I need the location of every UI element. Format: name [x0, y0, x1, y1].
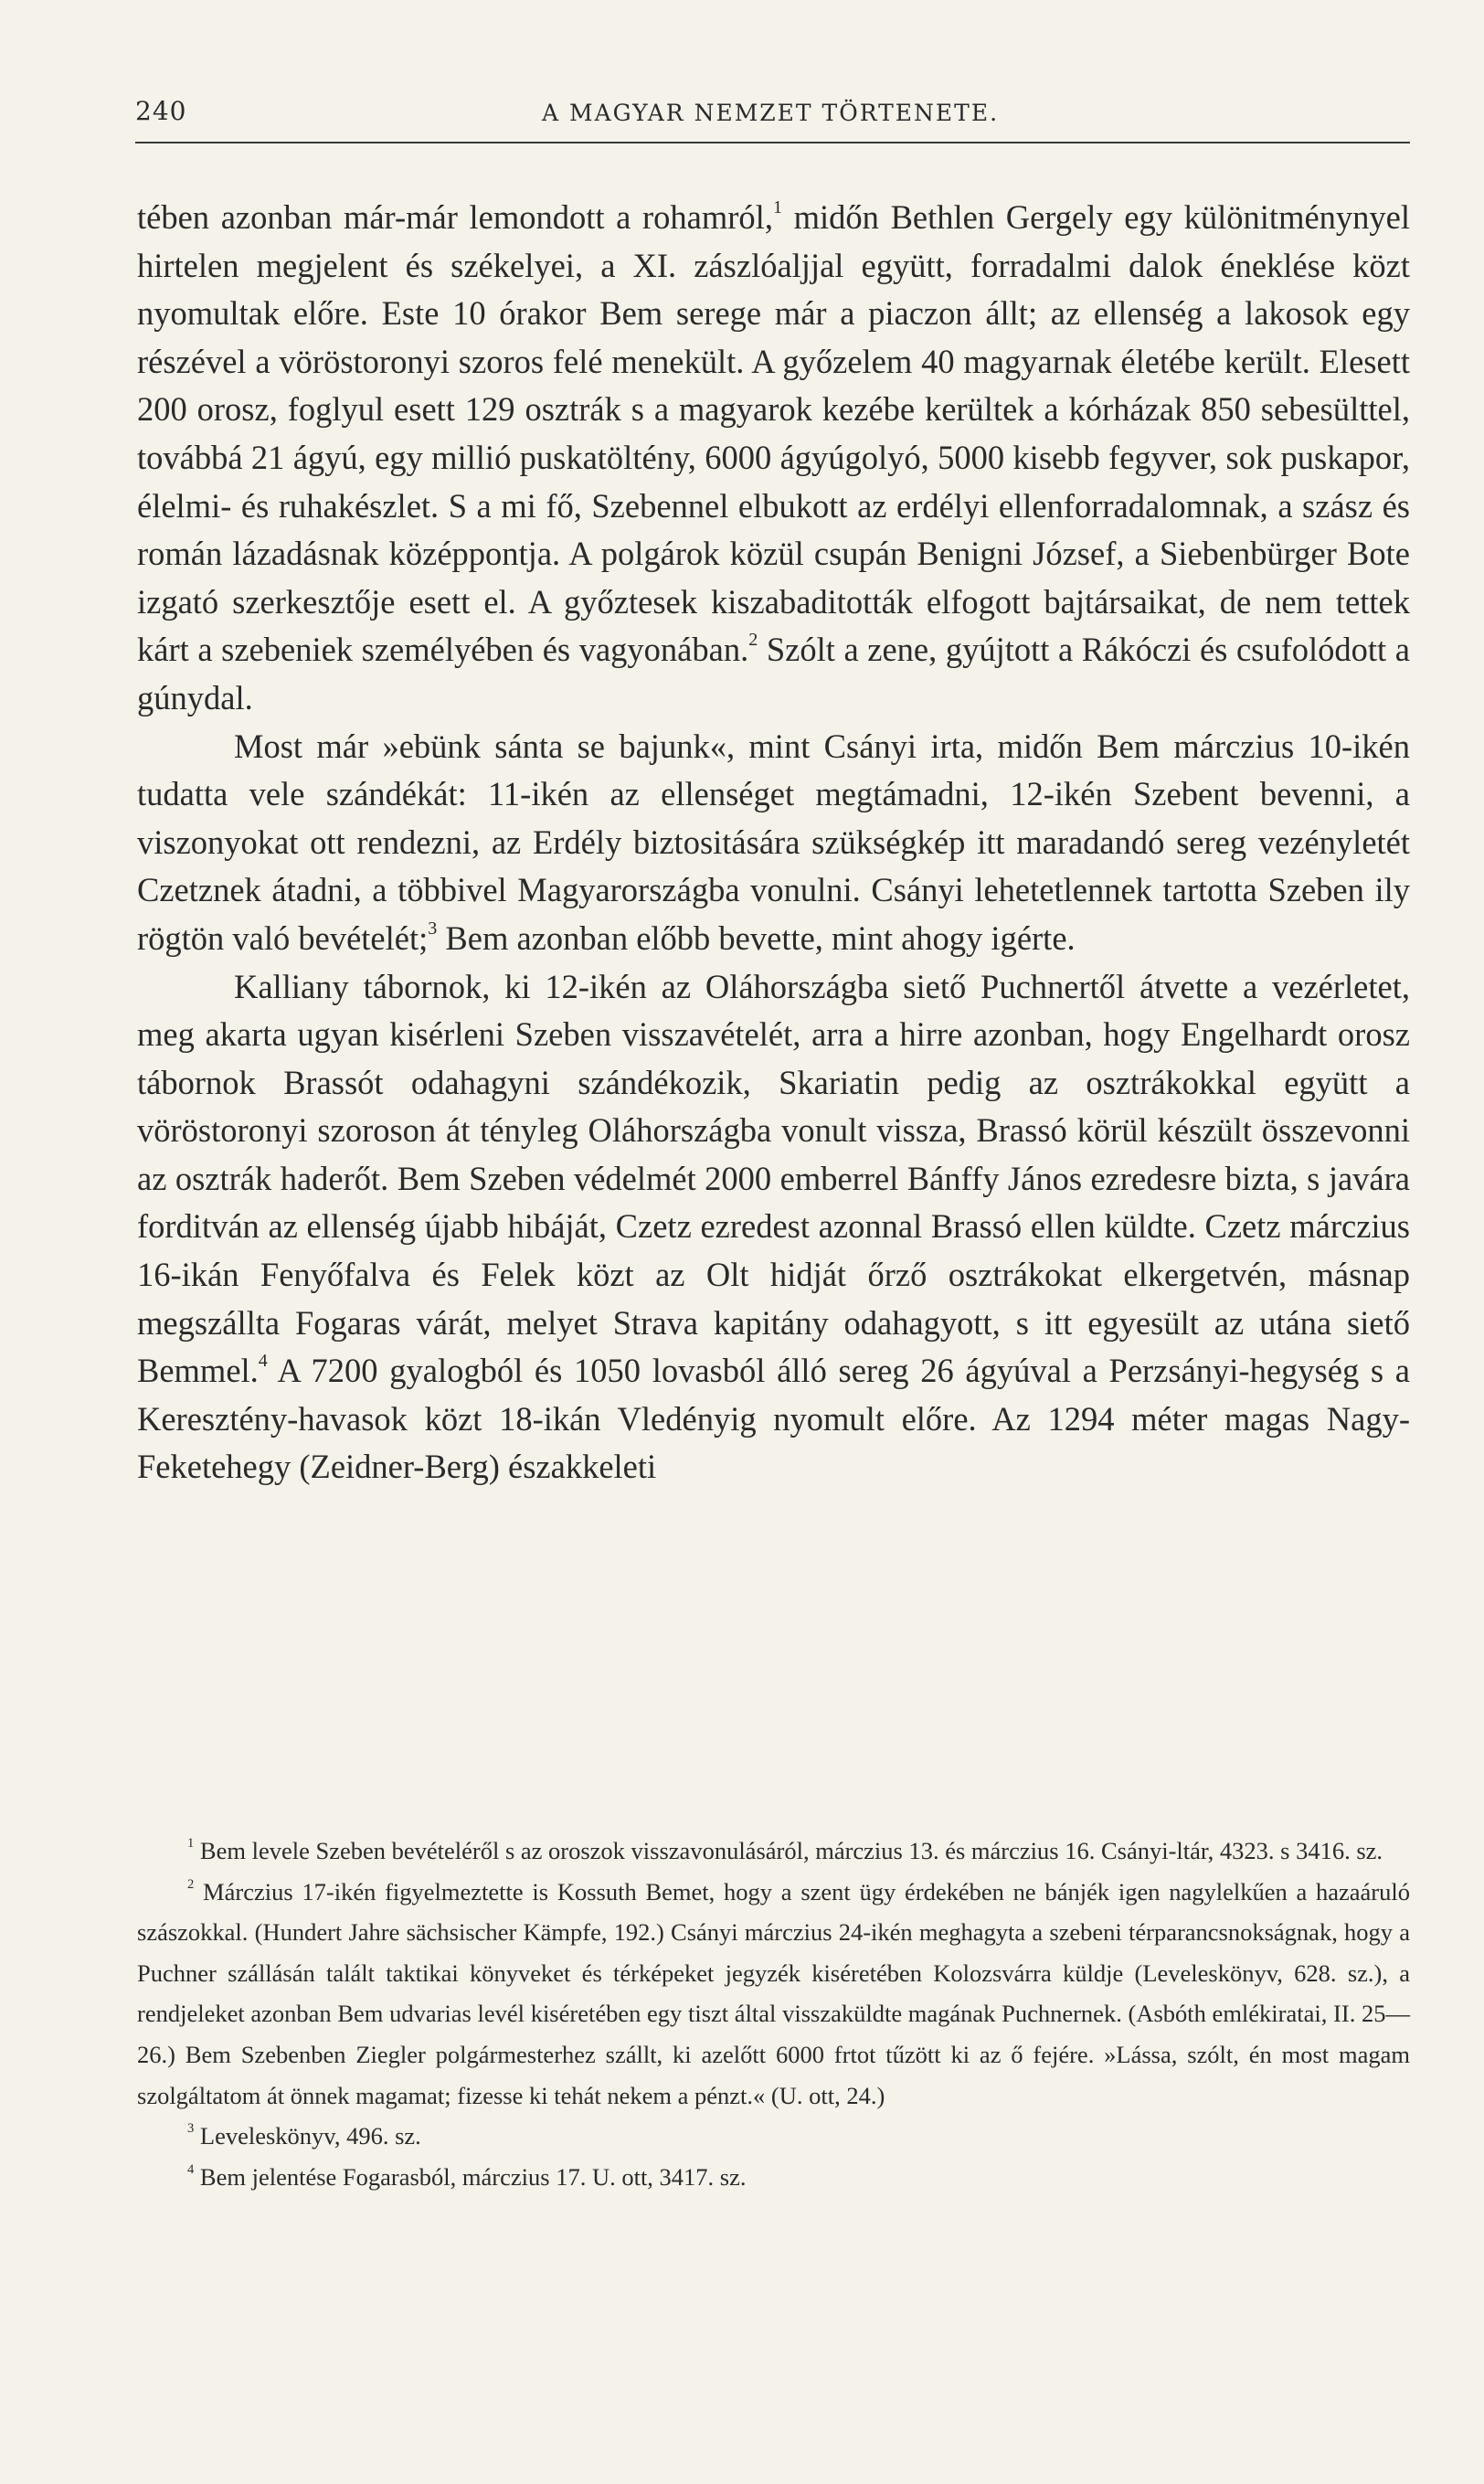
- footnote-ref: 3: [428, 918, 438, 939]
- footnote: [137, 1831, 1410, 1872]
- footnote: [137, 1872, 1410, 2117]
- footnote-mark: 4: [187, 2162, 195, 2178]
- paragraph: [137, 963, 1410, 1492]
- running-head: [135, 96, 1410, 143]
- footnote: [137, 2157, 1410, 2198]
- paragraph-text: Kalliany tábornok, ki 12-ikén az Oláhországba siető Puchnertől átvette a vezérletet, meg akarta ugyan kisérleni Szeben visszavételét, arra a hirre azonban, hogy Engelhardt orosz tábornok Brassót odahagyni szándékozik, Skariatin pedig az osztrákokkal együtt a vöröstoronyi szoroson át tényleg Oláhországba vonult vissza, Brassó körül készült összevonni az osztrák haderőt. Bem Szeben védelmét 2000 emberrel Bánffy János ezredesre bizta, s javára forditván az ellenség újabb hibáját, Czetz ezredest azonnal Brassó ellen küldte. Czetz márczius 16-ikán Fenyőfalva és Felek közt az Olt hidját őrző osztrákokat elkergetvén, másnap megszállta Fogaras várát, melyet Strava kapitány odahagyott, s itt egyesült az utána siető Bemmel.: [137, 967, 1410, 1390]
- footnote-mark: 3: [187, 2121, 195, 2137]
- main-text: [137, 194, 1410, 1491]
- footnote-ref: 4: [258, 1351, 268, 1372]
- running-title: A MAGYAR NEMZET TÖRTENETE.: [542, 100, 1000, 126]
- page-number: 240: [135, 96, 187, 126]
- footnote-mark: 2: [187, 1876, 195, 1892]
- footnote: [137, 2116, 1410, 2157]
- paragraph: [137, 723, 1410, 963]
- footnote-ref: 2: [748, 630, 758, 651]
- footnote-ref: 1: [772, 196, 782, 218]
- footnote-text: Bem levele Szeben bevételéről s az oroszok visszavonulásáról, márczius 13. és márczius 16. Csányi-ltár, 4323. s 3416. sz.: [194, 1837, 1383, 1864]
- paragraph-text: midőn Bethlen Gergely egy különitménynyel hirtelen megjelent és székelyei, a XI. zászlóaljjal együtt, forradalmi dalok éneklése közt nyomultak előre. Este 10 órakor Bem serege már a piaczon állt; az ellenség a lakosok egy részével a vöröstoronyi szoros felé menekült. A győzelem 40 magyarnak életébe került. Elesett 200 orosz, foglyul esett 129 osztrák s a magyarok kezébe kerültek a kórházak 850 sebesülttel, továbbá 21 ágyú, egy millió puskatöltény, 6000 ágyúgolyó, 5000 kisebb fegyver, sok puskapor, élelmi- és ruhakészlet. S a mi fő, Szebennel elbukott az erdélyi ellenforradalomnak, a szász és román lázadásnak középpontja. A polgárok közül csupán Benigni József, a Siebenbürger Bote izgató szerkesztője esett el. A győztesek kiszabaditották elfogott bajtársaikat, de nem tettek kárt a szebeniek személyében és vagyonában.: [137, 198, 1410, 669]
- paragraph-text: tében azonban már-már lemondott a rohamról,: [137, 198, 773, 236]
- paragraph-text: Bem azonban előbb bevette, mint ahogy igérte.: [437, 918, 1076, 957]
- paragraph-text: Szólt a zene, gyújtott a Rákóczi és csufolódott a gúnydal.: [137, 631, 1410, 717]
- footnote-text: Leveleskönyv, 496. sz.: [194, 2122, 421, 2150]
- paragraph-text: A 7200 gyalogból és 1050 lovasból álló sereg 26 ágyúval a Perzsányi-hegység s a Keresztény-havasok közt 18-ikán Vledényig nyomult előre. Az 1294 méter magas Nagy-Feketehegy (Zeidner-Berg) északkeleti: [137, 1352, 1410, 1486]
- footnote-text: Bem jelentése Fogarasból, márczius 17. U. ott, 3417. sz.: [194, 2162, 747, 2191]
- paragraph: [137, 194, 1410, 723]
- footnotes: [137, 1831, 1410, 2197]
- footnote-mark: 1: [187, 1836, 195, 1852]
- footnote-text: Márczius 17-ikén figyelmeztette is Kossuth Bemet, hogy a szent ügy érdekében ne bánjék igen nagylelkűen a hazaáruló szászokkal. (Hundert Jahre sächsischer Kämpfe, 192.) Csányi márczius 24-ikén meghagyta a szebeni térparancsnokságnak, hogy a Puchner szállásán talált taktikai könyveket és térképeket jegyzék kiséretében Kolozsvárra küldje (Leveleskönyv, 628. sz.), a rendjeleket azonban Bem udvarias levél kiséretében egy tiszt által visszaküldte magának Puchnernek. (Asbóth emlékiratai, II. 25—26.) Bem Szebenben Ziegler polgármesterhez szállt, ki azelőtt 6000 frtot tűzött ki az ő fejére. »Lássa, szólt, én most magam szolgáltatom át önnek magamat; fizesse ki tehát nekem a pénzt.« (U. ott, 24.): [137, 1877, 1410, 2109]
- paragraph-text: Most már »ebünk sánta se bajunk«, mint Csányi irta, midőn Bem márczius 10-ikén tudatta vele szándékát: 11-ikén az ellenséget megtámadni, 12-ikén Szebent bevenni, a viszonyokat ott rendezni, az Erdély biztositására szükségkép itt maradandó sereg vezényletét Czetznek átadni, a többivel Magyarországba vonulni. Csányi lehetetlennek tartotta Szeben ily rögtön való bevételét;: [137, 727, 1410, 957]
